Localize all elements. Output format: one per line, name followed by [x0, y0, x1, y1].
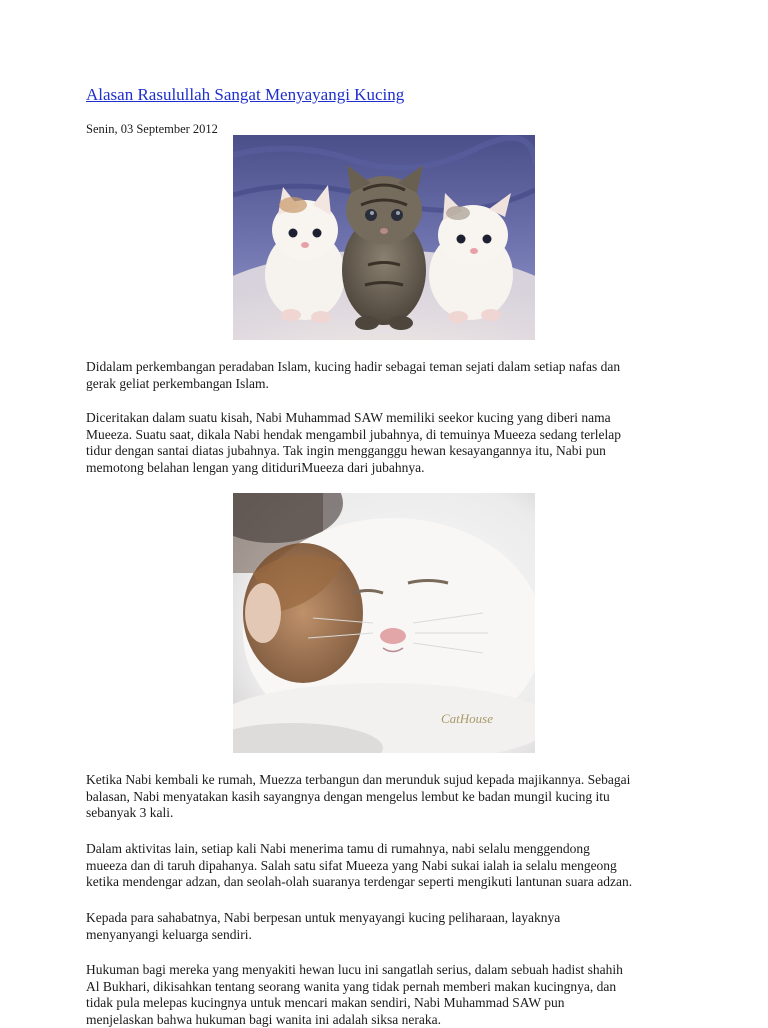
kittens-photo [233, 135, 535, 340]
paragraph-4: Dalam aktivitas lain, setiap kali Nabi menerima tamu di rumahnya, nabi selalu menggendong mueeza dan di taruh dipahanya. Salah satu sifat Mueeza yang Nabi sukai ialah ia selalu mengeong ketika mendengar adzan, dan seolah-olah suaranya terdengar seperti mengikuti lantunan suara adzan. [86, 841, 633, 889]
paragraph-1: Didalam perkembangan peradaban Islam, kucing hadir sebagai teman sejati dalam setiap nafas dan gerak geliat perkembangan Islam. [86, 359, 621, 391]
article-title-link[interactable]: Alasan Rasulullah Sangat Menyayangi Kucing [86, 85, 405, 104]
paragraph-2: Diceritakan dalam suatu kisah, Nabi Muhammad SAW memiliki seekor kucing yang diberi nama Mueeza. Suatu saat, dikala Nabi hendak mengambil jubahnya, di temuinya Mueeza sedang terlelap tidur dengan santai diatas jubahnya. Tak ingin mengganggu hewan kesayangannya itu, Nabi pun memotong belahan lengan yang ditiduriMueeza dari jubahnya. [86, 410, 621, 475]
sleeping-cat-photo [233, 493, 535, 753]
paragraph-5: Kepada para sahabatnya, Nabi berpesan untuk menyayangi kucing peliharaan, layaknya menyanyangi keluarga sendiri. [86, 910, 561, 942]
paragraph-3: Ketika Nabi kembali ke rumah, Muezza terbangun dan merunduk sujud kepada majikannya. Sebagai balasan, Nabi menyatakan kasih sayangnya dengan mengelus lembut ke badan mungil kucing itu sebanyak 3 kali. [86, 772, 631, 820]
watermark-text: CatHouse [441, 711, 493, 726]
paragraph-6: Hukuman bagi mereka yang menyakiti hewan lucu ini sangatlah serius, dalam sebuah hadist shahih Al Bukhari, dikisahkan tentang seorang wanita yang tidak pernah memberi makan kucingnya, dan tidak pula melepas kucingnya untuk mencari makan sendiri, Nabi Muhammad SAW pun menjelaskan bahwa hukuman bagi wanita ini adalah siksa neraka. [86, 962, 623, 1027]
article-date: Senin, 03 September 2012 [86, 122, 218, 136]
